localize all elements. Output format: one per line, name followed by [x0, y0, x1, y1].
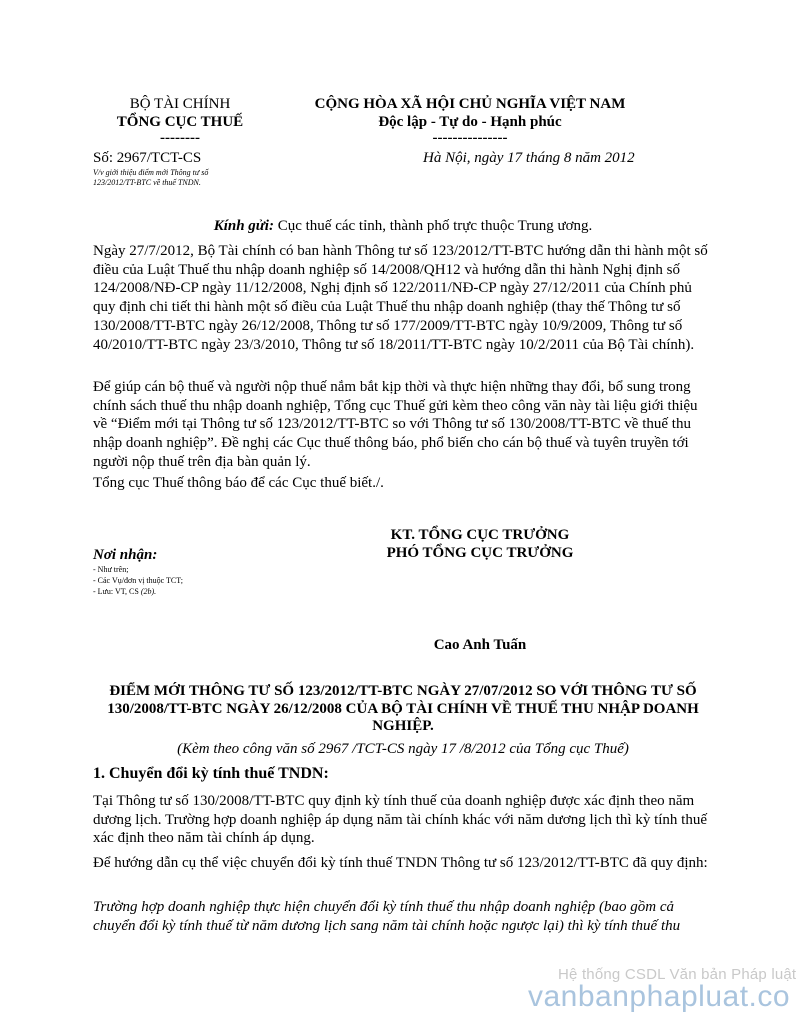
place-date: Hà Nội, ngày 17 tháng 8 năm 2012 [423, 150, 635, 166]
body-paragraph-2: Để giúp cán bộ thuế và người nộp thuế nắm bắt kịp thời và thực hiện những thay đổi, bổ sung trong chính sách thuế thu nhập doanh nghiệp, Tổng cục Thuế gửi kèm theo công văn này tài liệu giới thiệu về “Điểm mới tại Thông tư số 123/2012/TT-BTC so với Thông tư số 130/2008/TT-BTC về thuế thu nhập doanh nghiệp”. Đề nghị các Cục thuế thông báo, phổ biến cho cán bộ thuế và tuyên truyền tới người nộp thuế trên địa bàn quản lý. [93, 379, 698, 470]
recipient-item [93, 587, 293, 597]
ministry-name: BỘ TÀI CHÍNH [129, 96, 231, 112]
country-name: CỘNG HÒA XÃ HỘI CHỦ NGHĨA VIỆT NAM [314, 96, 626, 112]
subject-line-1: V/v giới thiệu điểm mới Thông tư số [93, 168, 209, 177]
recipient-line [93, 217, 713, 235]
signature-title-2: PHÓ TỔNG CỤC TRƯỞNG [386, 545, 574, 561]
recipient-item: - Các Vụ/đơn vị thuộc TCT; [93, 576, 183, 585]
recipients-title: Nơi nhận: [93, 547, 158, 563]
recipient-label: Kính gửi: [213, 218, 274, 234]
recipient-item-suffix: (2b). [140, 587, 157, 596]
watermark-line-2: vanbanphapluat.co [528, 980, 791, 1013]
section-1-paragraph-1: Tại Thông tư số 130/2008/TT-BTC quy định kỳ tính thuế của doanh nghiệp được xác định theo năm dương lịch. Trường hợp doanh nghiệp áp dụng năm tài chính khác với năm dương lịch thì kỳ tính thuế xác định theo năm tài chính áp dụng. [93, 793, 707, 847]
agency-name: TỔNG CỤC THUẾ [116, 114, 244, 130]
section-1-heading: 1. Chuyển đổi kỳ tính thuế TNDN: [93, 765, 329, 782]
body-paragraph-3: Tổng cục Thuế thông báo để các Cục thuế biết./. [93, 475, 384, 491]
subject-line-2: 123/2012/TT-BTC về thuế TNDN. [93, 178, 201, 187]
document-number: Số: 2967/TCT-CS [93, 150, 202, 166]
signature-title-1: KT. TỔNG CỤC TRƯỞNG [390, 527, 570, 543]
agency-divider: -------- [160, 130, 200, 146]
body-paragraph-1: Ngày 27/7/2012, Bộ Tài chính có ban hành Thông tư số 123/2012/TT-BTC hướng dẫn thi hành một số điều của Luật Thuế thu nhập doanh nghiệp số 14/2008/QH12 và hướng dẫn thi hành Nghị định số 124/2008/NĐ-CP ngày 11/12/2008, Nghị định số 122/2011/NĐ-CP ngày 27/12/2011 của Chính phủ quy định chi tiết thi hành một số điều của Luật Thuế thu nhập doanh nghiệp (thay thế Thông tư số 130/2008/TT-BTC ngày 26/12/2008, Thông tư số 177/2009/TT-BTC ngày 10/9/2009, Thông tư số 40/2010/TT-BTC ngày 23/3/2010, Thông tư số 18/2011/TT-BTC ngày 10/2/2011 của Bộ Tài chính). [93, 243, 708, 353]
section-1-quote: Trường hợp doanh nghiệp thực hiện chuyển đổi kỳ tính thuế thu nhập doanh nghiệp (bao gồm cả chuyển đổi kỳ tính thuế từ năm dương lịch sang năm tài chính hoặc ngược lại) thì kỳ tính thuế thu [93, 899, 681, 934]
attachment-subtitle: (Kèm theo công văn số 2967 /TCT-CS ngày 17 /8/2012 của Tổng cục Thuế) [177, 741, 629, 757]
national-motto: Độc lập - Tự do - Hạnh phúc [378, 114, 562, 130]
attachment-title: ĐIỂM MỚI THÔNG TƯ SỐ 123/2012/TT-BTC NGÀY 27/07/2012 SO VỚI THÔNG TƯ SỐ 130/2008/TT-BTC NGÀY 26/12/2008 CỦA BỘ TÀI CHÍNH VỀ THUẾ THU NHẬP DOANH NGHIỆP. [107, 683, 699, 734]
signer-name: Cao Anh Tuấn [433, 637, 527, 653]
watermark-line-1: Hệ thống CSDL Văn bản Pháp luật [558, 966, 797, 983]
section-1-paragraph-2: Để hướng dẫn cụ thể việc chuyển đổi kỳ tính thuế TNDN Thông tư số 123/2012/TT-BTC đã quy định: [93, 855, 708, 871]
motto-divider: --------------- [432, 130, 508, 146]
recipient-item-text: - Lưu: VT, CS [93, 587, 141, 596]
recipient-text: Cục thuế các tỉnh, thành phố trực thuộc Trung ương. [273, 218, 593, 234]
recipient-item: - Như trên; [93, 565, 129, 574]
